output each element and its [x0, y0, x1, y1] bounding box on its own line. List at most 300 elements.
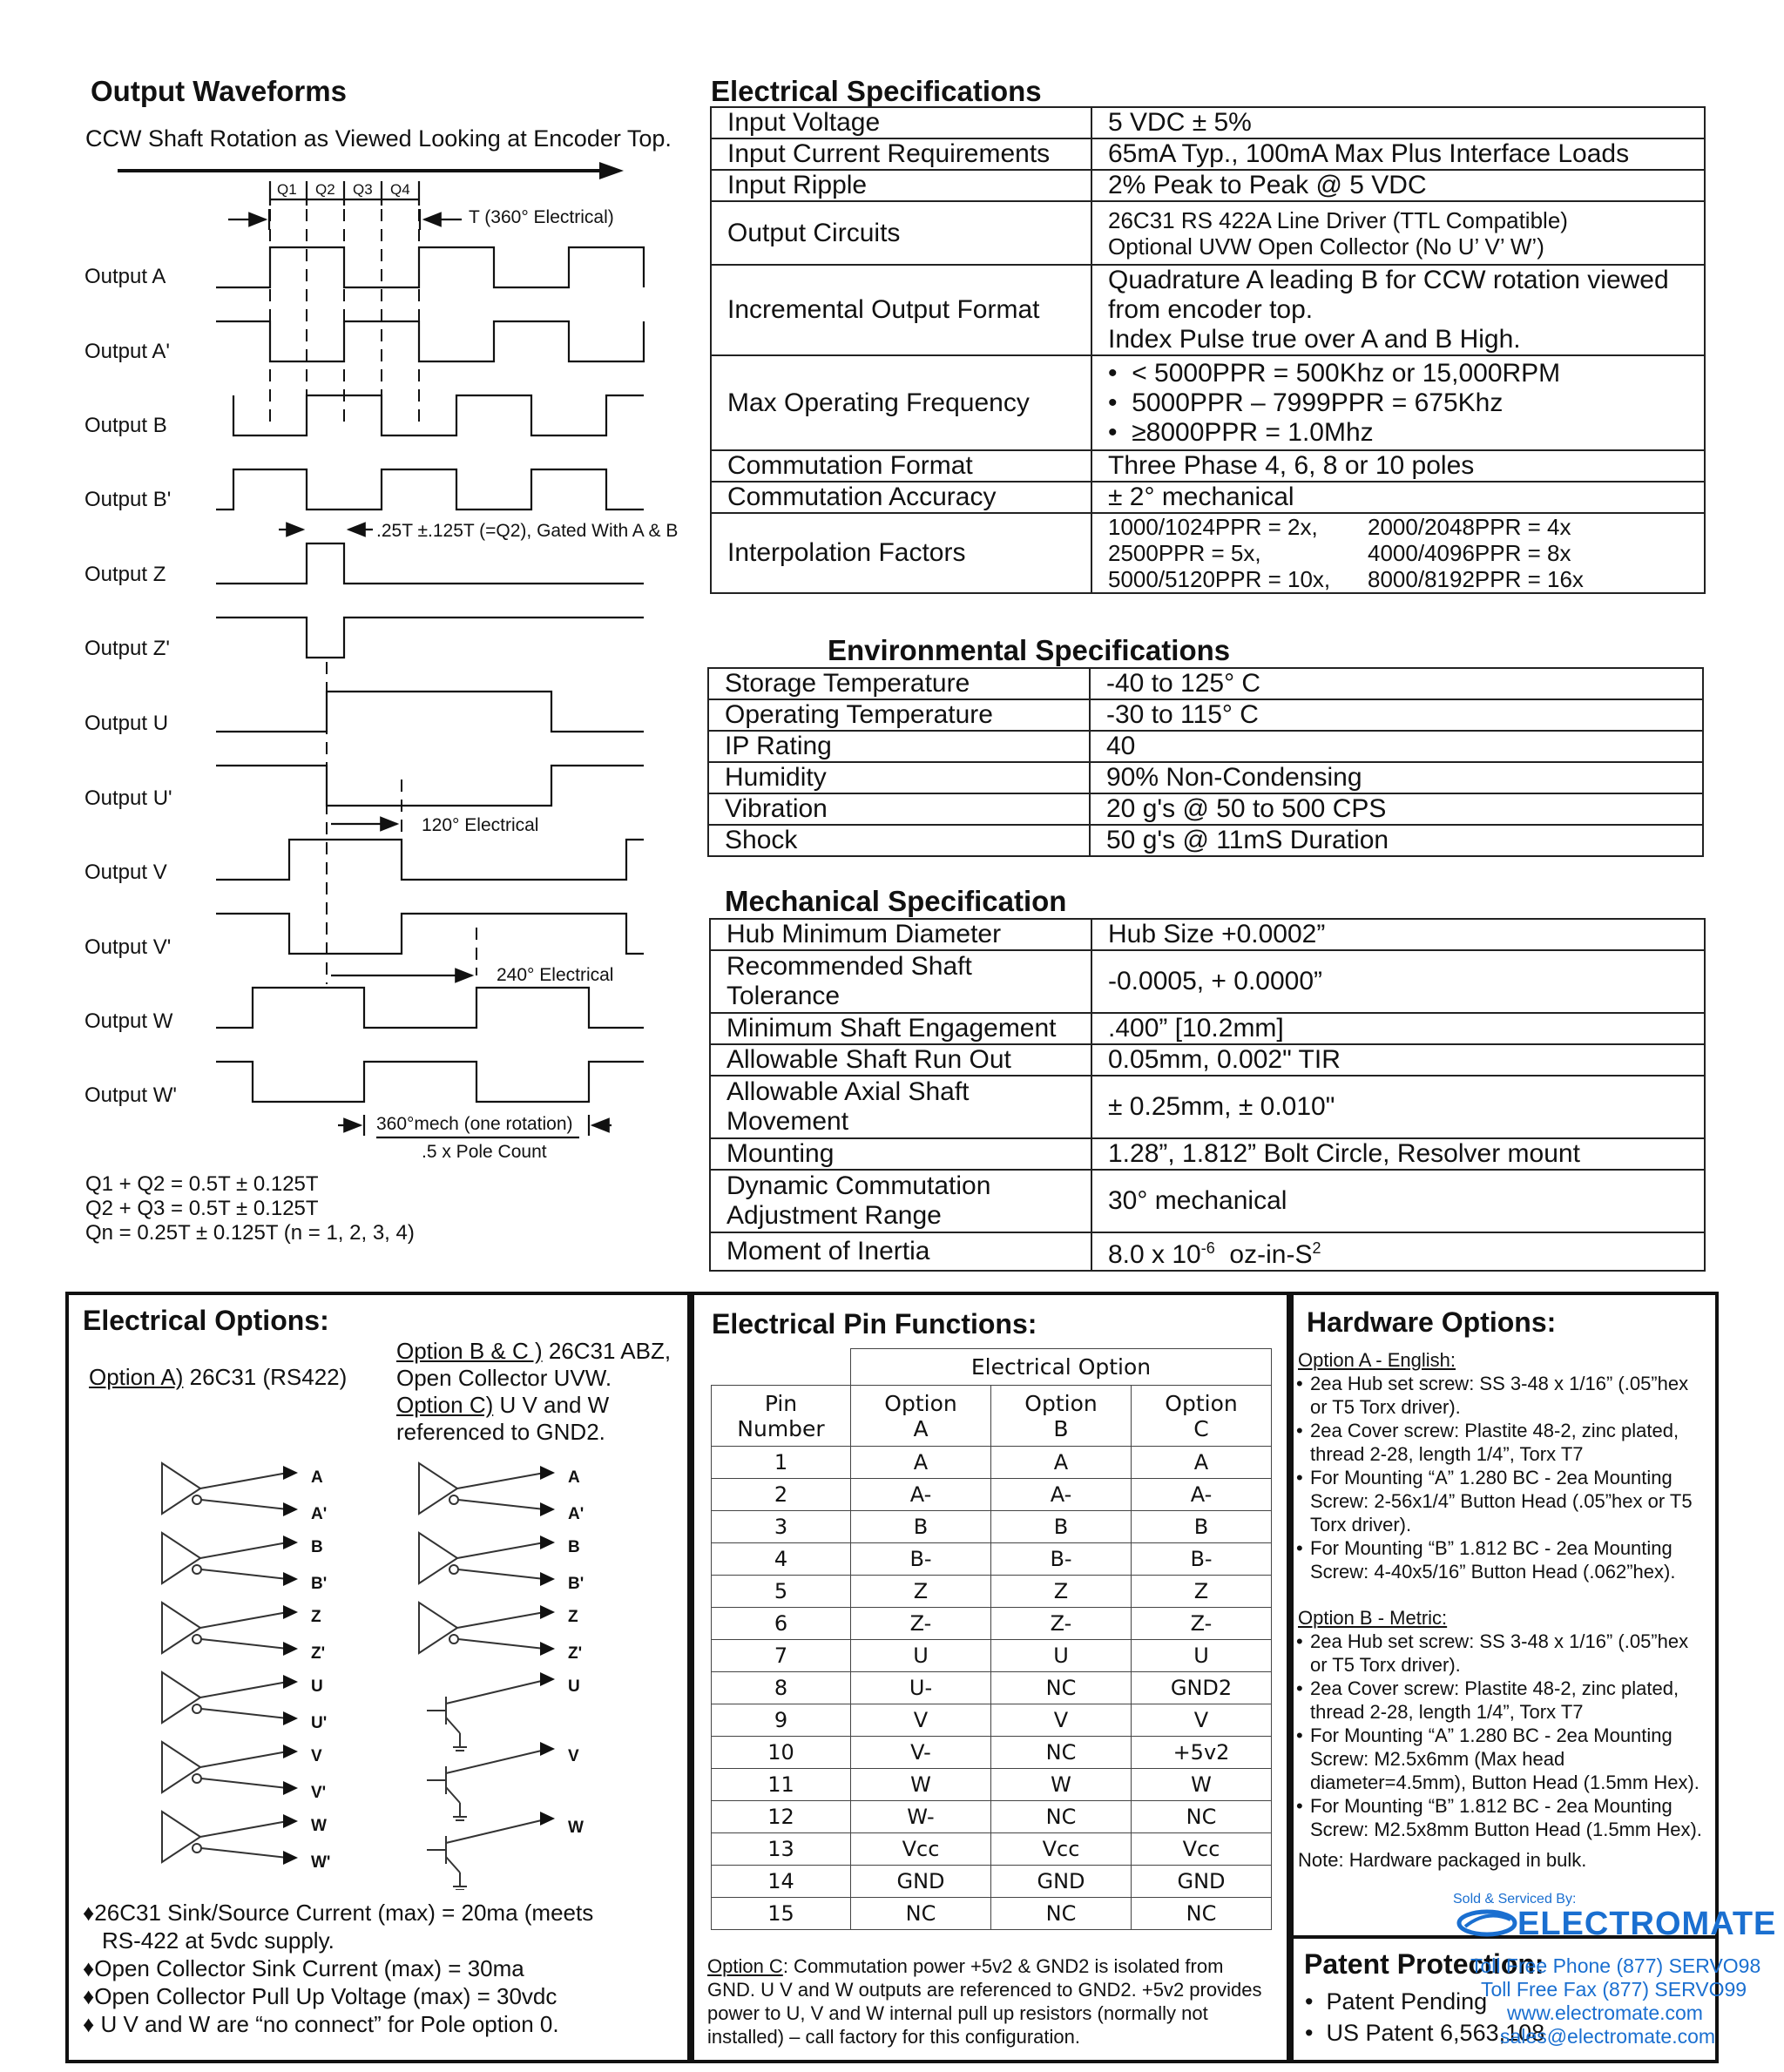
option-bc-label: Option B & C )	[396, 1338, 543, 1364]
spec-key: Shock	[708, 825, 1090, 856]
pin-number-header	[712, 1386, 851, 1447]
spec-value: -40 to 125° C	[1090, 668, 1703, 699]
spec-row	[708, 793, 1703, 825]
pin-function-cell: A	[851, 1447, 991, 1479]
table-row	[712, 1866, 1272, 1898]
label-output-a: Output A	[84, 265, 166, 288]
option-note: Open Collector Pull Up Voltage (max) = 30vdc	[94, 1983, 558, 2009]
spec-value	[1091, 265, 1705, 355]
electromate-logo: ELECTROMATE	[1517, 1906, 1777, 1942]
electrical-specs-title: Electrical Specifications	[711, 75, 1042, 107]
spec-value: 65mA Typ., 100mA Max Plus Interface Loads	[1091, 138, 1705, 170]
wave-z	[216, 543, 644, 584]
label-output-b: Output B	[84, 414, 167, 437]
spec-key: Humidity	[708, 762, 1090, 793]
note-text: : Commutation power +5v2 & GND2 is isolated from GND. U V and W outputs are referenced to GND2. +5v2 provides power to U, V and W internal pull up resistors (normally not installed) – call factory for this configuration.	[707, 1955, 1262, 2048]
signal-label: B	[311, 1538, 323, 1556]
signal-label: Z'	[568, 1644, 583, 1663]
pin-function-cell: NC	[1132, 1898, 1272, 1930]
open-collector-transistor-icon	[427, 1819, 549, 1890]
interp-cell: 2000/2048PPR = 4x	[1368, 514, 1571, 540]
spec-row	[711, 355, 1705, 450]
header-line: Option	[884, 1390, 957, 1416]
spec-value: 20 g's @ 50 to 500 CPS	[1090, 793, 1703, 825]
option-b-metric-heading: Option B - Metric:	[1298, 1607, 1448, 1629]
spec-value: 50 g's @ 11mS Duration	[1090, 825, 1703, 856]
signal-label: W'	[311, 1853, 331, 1872]
mechanical-specs-title: Mechanical Specification	[725, 885, 1067, 917]
wave-w	[216, 988, 644, 1028]
pin-function-cell: Z	[1132, 1576, 1272, 1608]
line-driver-icon	[162, 1812, 287, 1862]
label-output-w: Output W	[84, 1009, 173, 1033]
signal-label: A'	[568, 1505, 585, 1523]
pin-function-cell: NC	[991, 1898, 1132, 1930]
spec-key: Output Circuits	[711, 201, 1091, 265]
interp-cell: 4000/4096PPR = 8x	[1368, 540, 1571, 566]
hardware-item: • 2ea Hub set screw: SS 3-48 x 1/16” (.05”hex or T5 Torx driver).	[1298, 1372, 1709, 1419]
waveforms-title: Output Waveforms	[91, 75, 347, 107]
spec-row	[711, 170, 1705, 201]
spec-key: Hub Minimum Diameter	[710, 919, 1091, 950]
line-driver-icon	[162, 1463, 287, 1514]
t-label: T (360° Electrical)	[469, 207, 614, 227]
mechanical-specs-table	[709, 918, 1706, 1272]
table-row	[712, 1704, 1272, 1737]
pin-function-cell: A-	[1132, 1479, 1272, 1511]
table-row	[712, 1479, 1272, 1511]
pin-function-cell: GND	[991, 1866, 1132, 1898]
signal-label: Z'	[311, 1644, 326, 1663]
header-line: Number	[737, 1415, 825, 1441]
electromate-fax: Toll Free Fax (877) SERVO99	[1481, 1978, 1747, 2001]
pin-function-cell: U	[851, 1640, 991, 1672]
spec-value-line: • < 5000PPR = 500Khz or 15,000RPM	[1108, 358, 1561, 388]
spec-value: ± 0.25mm, ± 0.010"	[1091, 1076, 1705, 1138]
wave-v-prime	[216, 914, 644, 954]
electromate-email-link[interactable]: sales@electromate.com	[1500, 2025, 1716, 2048]
pin-function-cell: V	[851, 1704, 991, 1737]
spec-row	[708, 762, 1703, 793]
table-row	[712, 1833, 1272, 1866]
wave-a-prime	[216, 321, 644, 361]
spec-value: -0.0005, + 0.0000”	[1091, 950, 1705, 1013]
interp-grid	[1108, 514, 1688, 592]
spec-value: 30° mechanical	[1091, 1170, 1705, 1232]
table-row	[712, 1898, 1272, 1930]
freq-2: 5000PPR – 7999PPR = 675Khz	[1132, 388, 1504, 417]
option-b-header	[991, 1386, 1132, 1447]
signal-label: W	[568, 1819, 584, 1837]
pin-function-cell: V-	[851, 1737, 991, 1769]
wave-u-prime	[216, 766, 644, 806]
spec-row	[710, 1013, 1705, 1044]
option-a-english-heading: Option A - English:	[1298, 1349, 1456, 1371]
label-output-v: Output V	[84, 861, 167, 884]
table-row	[712, 1511, 1272, 1543]
pin-function-cell: W	[991, 1769, 1132, 1801]
label-output-z: Output Z	[84, 563, 166, 586]
spec-value-line: Quadrature A leading B for CCW rotation viewed	[1108, 266, 1669, 294]
pin-function-cell: V	[991, 1704, 1132, 1737]
spec-row	[710, 919, 1705, 950]
option-bc-text: 26C31 ABZ,	[542, 1338, 672, 1364]
hardware-item: • 2ea Cover screw: Plastite 48-2, zinc plated, thread 2-28, length 1/4”, Torx T7	[1298, 1677, 1709, 1724]
interp-cell: 2500PPR = 5x,	[1108, 540, 1261, 566]
pin-function-cell: B	[1132, 1511, 1272, 1543]
table-row	[712, 1447, 1272, 1479]
spec-key-line: Dynamic Commutation	[726, 1171, 991, 1200]
spec-value: -30 to 115° C	[1090, 699, 1703, 731]
table-row	[712, 1672, 1272, 1704]
pin-number-cell: 11	[712, 1769, 851, 1801]
signal-label: W	[311, 1817, 327, 1835]
patent-title: Patent Protection:	[1304, 1948, 1544, 1980]
spec-value: 1.28”, 1.812” Bolt Circle, Resolver mount	[1091, 1138, 1705, 1170]
spec-row	[708, 731, 1703, 762]
table-row	[712, 1543, 1272, 1576]
spec-value-line: Index Pulse true over A and B High.	[1108, 325, 1521, 354]
pin-number-cell: 12	[712, 1801, 851, 1833]
pin-function-cell: NC	[1132, 1801, 1272, 1833]
inertia-unit-exp: 2	[1312, 1239, 1321, 1257]
pin-function-cell: Vcc	[1132, 1833, 1272, 1866]
spec-key: Commutation Accuracy	[711, 482, 1091, 513]
spec-key: Interpolation Factors	[711, 513, 1091, 593]
electrical-specs-table	[710, 106, 1706, 594]
spec-value: 5 VDC ± 5%	[1091, 107, 1705, 138]
spec-value: Three Phase 4, 6, 8 or 10 poles	[1091, 450, 1705, 482]
formula-2: Q2 + Q3 = 0.5T ± 0.125T	[85, 1197, 319, 1220]
header-line: Option	[1165, 1390, 1238, 1416]
hardware-item: • For Mounting “A” 1.280 BC - 2ea Mounting Screw: 2-56x1/4” Button Head (.05”hex or T5 Torx driver).	[1298, 1466, 1709, 1536]
spec-value	[1091, 201, 1705, 265]
pin-function-cell: A-	[991, 1479, 1132, 1511]
pin-function-cell: A	[1132, 1447, 1272, 1479]
spec-value: 0.05mm, 0.002" TIR	[1091, 1044, 1705, 1076]
wave-b-prime	[216, 469, 644, 510]
sold-by-label: Sold & Serviced By:	[1453, 1892, 1577, 1907]
signal-label: Z	[568, 1608, 578, 1626]
pin-function-cell: NC	[991, 1672, 1132, 1704]
spec-row	[711, 138, 1705, 170]
table-row	[712, 1640, 1272, 1672]
header-line: Option	[1024, 1390, 1098, 1416]
electrical-option-header: Electrical Option	[851, 1349, 1272, 1386]
line-driver-icon	[162, 1533, 287, 1583]
line-driver-icon	[419, 1533, 544, 1583]
spec-value	[1091, 1232, 1705, 1271]
spec-value: 40	[1090, 731, 1703, 762]
spec-key	[710, 1170, 1091, 1232]
pin-function-cell: Z-	[991, 1608, 1132, 1640]
pin-function-cell: Z	[991, 1576, 1132, 1608]
label-output-a-prime: Output A'	[84, 340, 170, 363]
q1-label: Q1	[277, 181, 297, 198]
wave-v	[216, 840, 644, 880]
spec-row	[708, 699, 1703, 731]
pin-function-cell: B-	[1132, 1543, 1272, 1576]
pin-function-cell: Vcc	[991, 1833, 1132, 1866]
spec-value	[1091, 513, 1705, 593]
hardware-item: • For Mounting “A” 1.280 BC - 2ea Mounting Screw: M2.5x6mm (Max head diameter=4.5mm), Button Head (1.5mm Hex).	[1298, 1724, 1709, 1794]
spec-row	[711, 450, 1705, 482]
pin-number-cell: 9	[712, 1704, 851, 1737]
signal-label: V	[311, 1747, 322, 1765]
spec-value: Hub Size +0.0002”	[1091, 919, 1705, 950]
spec-value: 2% Peak to Peak @ 5 VDC	[1091, 170, 1705, 201]
option-note: U V and W are “no connect” for Pole option 0.	[94, 2011, 559, 2037]
spec-value-line: from encoder top.	[1108, 295, 1314, 324]
label-output-b-prime: Output B'	[84, 488, 172, 511]
electrical-options-notes: ♦26C31 Sink/Source Current (max) = 20ma (meets RS-422 at 5vdc supply. ♦Open Collector Sink Current (max) = 30ma ♦Open Collector Pull Up Voltage (max) = 30vdc ♦ U V and W are “no connect” for Pole option 0.	[83, 1900, 594, 2037]
spec-row	[711, 482, 1705, 513]
signal-label: A	[568, 1468, 580, 1487]
pin-function-cell: U	[991, 1640, 1132, 1672]
interp-cell: 1000/1024PPR = 2x,	[1108, 514, 1318, 540]
pin-number-cell: 1	[712, 1447, 851, 1479]
line-driver-icon	[162, 1672, 287, 1723]
wave-a	[216, 247, 644, 287]
interp-cell: 5000/5120PPR = 10x,	[1108, 566, 1331, 592]
pin-function-cell: Z	[851, 1576, 991, 1608]
option-c-text: U V and W	[493, 1392, 610, 1418]
electromate-swoosh-icon	[1456, 1907, 1517, 1939]
option-a-list	[1298, 1372, 1709, 1583]
spec-key	[710, 1076, 1091, 1138]
freq-3: ≥8000PPR = 1.0Mhz	[1132, 417, 1374, 447]
header-line: C	[1193, 1415, 1209, 1441]
pin-table-body	[712, 1447, 1272, 1930]
table-row	[712, 1576, 1272, 1608]
q2-label: Q2	[315, 181, 335, 198]
inertia-base: 8.0 x 10	[1108, 1240, 1201, 1269]
spec-key: Minimum Shaft Engagement	[710, 1013, 1091, 1044]
pin-number-cell: 13	[712, 1833, 851, 1866]
wave-w-prime	[216, 1062, 644, 1102]
header-line: B	[1053, 1415, 1069, 1441]
pin-function-cell: Z-	[851, 1608, 991, 1640]
option-note: Open Collector Sink Current (max) = 30ma	[94, 1955, 524, 1981]
environmental-specs-table	[707, 667, 1704, 857]
line-driver-icon	[419, 1603, 544, 1653]
z-note: .25T ±.125T (=Q2), Gated With A & B	[376, 521, 679, 541]
spec-key-line: Movement	[726, 1107, 849, 1136]
label-output-z-prime: Output Z'	[84, 637, 170, 660]
spec-key-line: Recommended Shaft	[726, 952, 972, 981]
table-row	[712, 1801, 1272, 1833]
pin-function-cell: Vcc	[851, 1833, 991, 1866]
note-label: Option C	[707, 1955, 783, 1977]
signal-label: V'	[311, 1784, 327, 1802]
spec-key: Moment of Inertia	[710, 1232, 1091, 1271]
pin-function-cell: Z-	[1132, 1608, 1272, 1640]
table-row	[712, 1608, 1272, 1640]
electrical-options-title: Electrical Options:	[83, 1305, 329, 1336]
patent-item: US Patent 6,563,108	[1326, 2020, 1545, 2046]
signal-label: B'	[311, 1575, 328, 1593]
mech-numerator: 360°mech (one rotation)	[376, 1114, 573, 1134]
pin-number-cell: 4	[712, 1543, 851, 1576]
spec-key: Operating Temperature	[708, 699, 1090, 731]
q3-label: Q3	[353, 181, 373, 198]
option-note: RS-422 at 5vdc supply.	[102, 1927, 334, 1954]
pin-number-cell: 3	[712, 1511, 851, 1543]
spec-value: ± 2° mechanical	[1091, 482, 1705, 513]
signal-label: A'	[311, 1505, 328, 1523]
pin-number-cell: 10	[712, 1737, 851, 1769]
pin-function-cell: NC	[991, 1801, 1132, 1833]
spec-value: .400” [10.2mm]	[1091, 1013, 1705, 1044]
signal-label: B'	[568, 1575, 585, 1593]
spec-key: Vibration	[708, 793, 1090, 825]
spec-value-line: Optional UVW Open Collector (No U’ V’ W’)	[1108, 233, 1544, 260]
spec-key	[710, 950, 1091, 1013]
wave-z-prime	[216, 618, 644, 658]
spec-key: Input Ripple	[711, 170, 1091, 201]
option-bc-line2: Open Collector UVW.	[396, 1365, 612, 1391]
pin-function-cell: W	[1132, 1769, 1272, 1801]
pin-function-cell: B-	[991, 1543, 1132, 1576]
pin-function-cell: B	[991, 1511, 1132, 1543]
pin-number-cell: 8	[712, 1672, 851, 1704]
spec-key: Allowable Shaft Run Out	[710, 1044, 1091, 1076]
mech-denominator: .5 x Pole Count	[422, 1142, 547, 1162]
table-row	[712, 1769, 1272, 1801]
spec-key: Mounting	[710, 1138, 1091, 1170]
option-c-header	[1132, 1386, 1272, 1447]
inertia-exp: -6	[1200, 1239, 1215, 1257]
label-output-v-prime: Output V'	[84, 935, 172, 959]
pin-function-cell: GND2	[1132, 1672, 1272, 1704]
spec-key: Commutation Format	[711, 450, 1091, 482]
waveform-formulas	[85, 1172, 415, 1245]
line-driver-icon	[419, 1463, 544, 1514]
patent-item: Patent Pending	[1326, 1988, 1488, 2015]
signal-label: A	[311, 1468, 323, 1487]
option-a-label: Option A)	[89, 1364, 184, 1390]
pin-number-cell: 2	[712, 1479, 851, 1511]
spec-row	[708, 825, 1703, 856]
option-b-list	[1298, 1630, 1709, 1841]
waveforms-subtitle: CCW Shaft Rotation as Viewed Looking at Encoder Top.	[85, 125, 672, 152]
pin-number-cell: 7	[712, 1640, 851, 1672]
spec-row	[711, 265, 1705, 355]
option-note: 26C31 Sink/Source Current (max) = 20ma (meets	[94, 1900, 594, 1926]
spec-key-line: Allowable Axial Shaft	[726, 1077, 970, 1106]
option-c-line2: referenced to GND2.	[396, 1419, 605, 1445]
pin-functions-title: Electrical Pin Functions:	[712, 1308, 1037, 1340]
electromate-web-link[interactable]: www.electromate.com	[1507, 2001, 1703, 2024]
pin-function-cell: GND	[851, 1866, 991, 1898]
option-a-signals	[311, 1460, 330, 1881]
spec-key: Input Voltage	[711, 107, 1091, 138]
table-row	[712, 1737, 1272, 1769]
hardware-item: • 2ea Hub set screw: SS 3-48 x 1/16” (.05”hex or T5 Torx driver).	[1298, 1630, 1709, 1677]
pin-function-cell: V	[1132, 1704, 1272, 1737]
pin-function-cell: GND	[1132, 1866, 1272, 1898]
hardware-options-title: Hardware Options:	[1307, 1306, 1557, 1338]
wave-b	[233, 395, 644, 435]
interp-cell: 8000/8192PPR = 16x	[1368, 566, 1584, 592]
hardware-item: • For Mounting “B” 1.812 BC - 2ea Mounting Screw: M2.5x8mm Button Head (1.5mm Hex).	[1298, 1794, 1709, 1841]
signal-label: U	[568, 1677, 580, 1696]
label-output-w-prime: Output W'	[84, 1083, 177, 1107]
open-collector-transistor-icon	[427, 1749, 549, 1820]
label-output-u: Output U	[84, 712, 169, 735]
hardware-item: • 2ea Cover screw: Plastite 48-2, zinc plated, thread 2-28, length 1/4”, Torx T7	[1298, 1419, 1709, 1466]
spec-value	[1091, 355, 1705, 450]
formula-1: Q1 + Q2 = 0.5T ± 0.125T	[85, 1172, 319, 1196]
spec-value-line: • ≥8000PPR = 1.0Mhz	[1108, 417, 1374, 447]
pin-number-cell: 15	[712, 1898, 851, 1930]
spec-value-line: 26C31 RS 422A Line Driver (TTL Compatible)	[1108, 206, 1568, 233]
spec-key: Input Current Requirements	[711, 138, 1091, 170]
line-driver-icon	[162, 1742, 287, 1792]
hardware-item: • For Mounting “B” 1.812 BC - 2ea Mounting Screw: 4-40x5/16” Button Head (.062”hex).	[1298, 1536, 1709, 1583]
spec-row	[711, 513, 1705, 593]
spec-row	[708, 668, 1703, 699]
header-line: A	[913, 1415, 929, 1441]
pin-number-cell: 6	[712, 1608, 851, 1640]
pin-number-cell: 5	[712, 1576, 851, 1608]
option-a-desc	[89, 1364, 347, 1391]
pin-function-cell: W-	[851, 1801, 991, 1833]
hardware-options-content	[1298, 1348, 1709, 1872]
pin-function-cell: W	[851, 1769, 991, 1801]
option-bc-signals	[568, 1460, 584, 1846]
spec-row	[710, 1232, 1705, 1271]
signal-label: B	[568, 1538, 580, 1556]
spec-row	[711, 201, 1705, 265]
spec-key-line: Tolerance	[726, 982, 841, 1010]
spec-row	[710, 1076, 1705, 1138]
pin-function-cell: B-	[851, 1543, 991, 1576]
spec-key: Max Operating Frequency	[711, 355, 1091, 450]
option-bc-desc	[396, 1338, 671, 1446]
line-driver-icon	[162, 1603, 287, 1653]
pin-function-cell: NC	[991, 1737, 1132, 1769]
spec-row	[711, 107, 1705, 138]
header-line: Pin	[764, 1390, 798, 1416]
option-a-text: 26C31 (RS422)	[183, 1364, 348, 1390]
option-a-header	[851, 1386, 991, 1447]
pin-number-cell: 14	[712, 1866, 851, 1898]
note-240: 240° Electrical	[497, 965, 614, 985]
environmental-specs-title: Environmental Specifications	[828, 634, 1231, 666]
pin-functions-table	[711, 1348, 1272, 1930]
spec-key: IP Rating	[708, 731, 1090, 762]
spec-key-line: Adjustment Range	[726, 1201, 942, 1230]
pin-function-cell: NC	[851, 1898, 991, 1930]
hardware-note: Note: Hardware packaged in bulk.	[1298, 1849, 1587, 1871]
spec-key: Storage Temperature	[708, 668, 1090, 699]
spec-value: 90% Non-Condensing	[1090, 762, 1703, 793]
q4-label: Q4	[390, 181, 410, 198]
wave-u	[216, 692, 644, 732]
signal-label: U'	[311, 1714, 328, 1732]
inertia-unit: oz-in-S	[1214, 1240, 1313, 1269]
patent-list: • Patent Pending • US Patent 6,563,108	[1305, 1988, 1545, 2046]
pin-function-cell: A	[991, 1447, 1132, 1479]
spec-row	[710, 950, 1705, 1013]
signal-label: V	[568, 1747, 579, 1765]
pin-function-cell: U-	[851, 1672, 991, 1704]
spec-value-line: • 5000PPR – 7999PPR = 675Khz	[1108, 388, 1504, 417]
electromate-phone: Toll Free Phone (877) SERVO98	[1470, 1954, 1761, 1977]
pin-function-cell: +5v2	[1132, 1737, 1272, 1769]
spec-row	[710, 1138, 1705, 1170]
